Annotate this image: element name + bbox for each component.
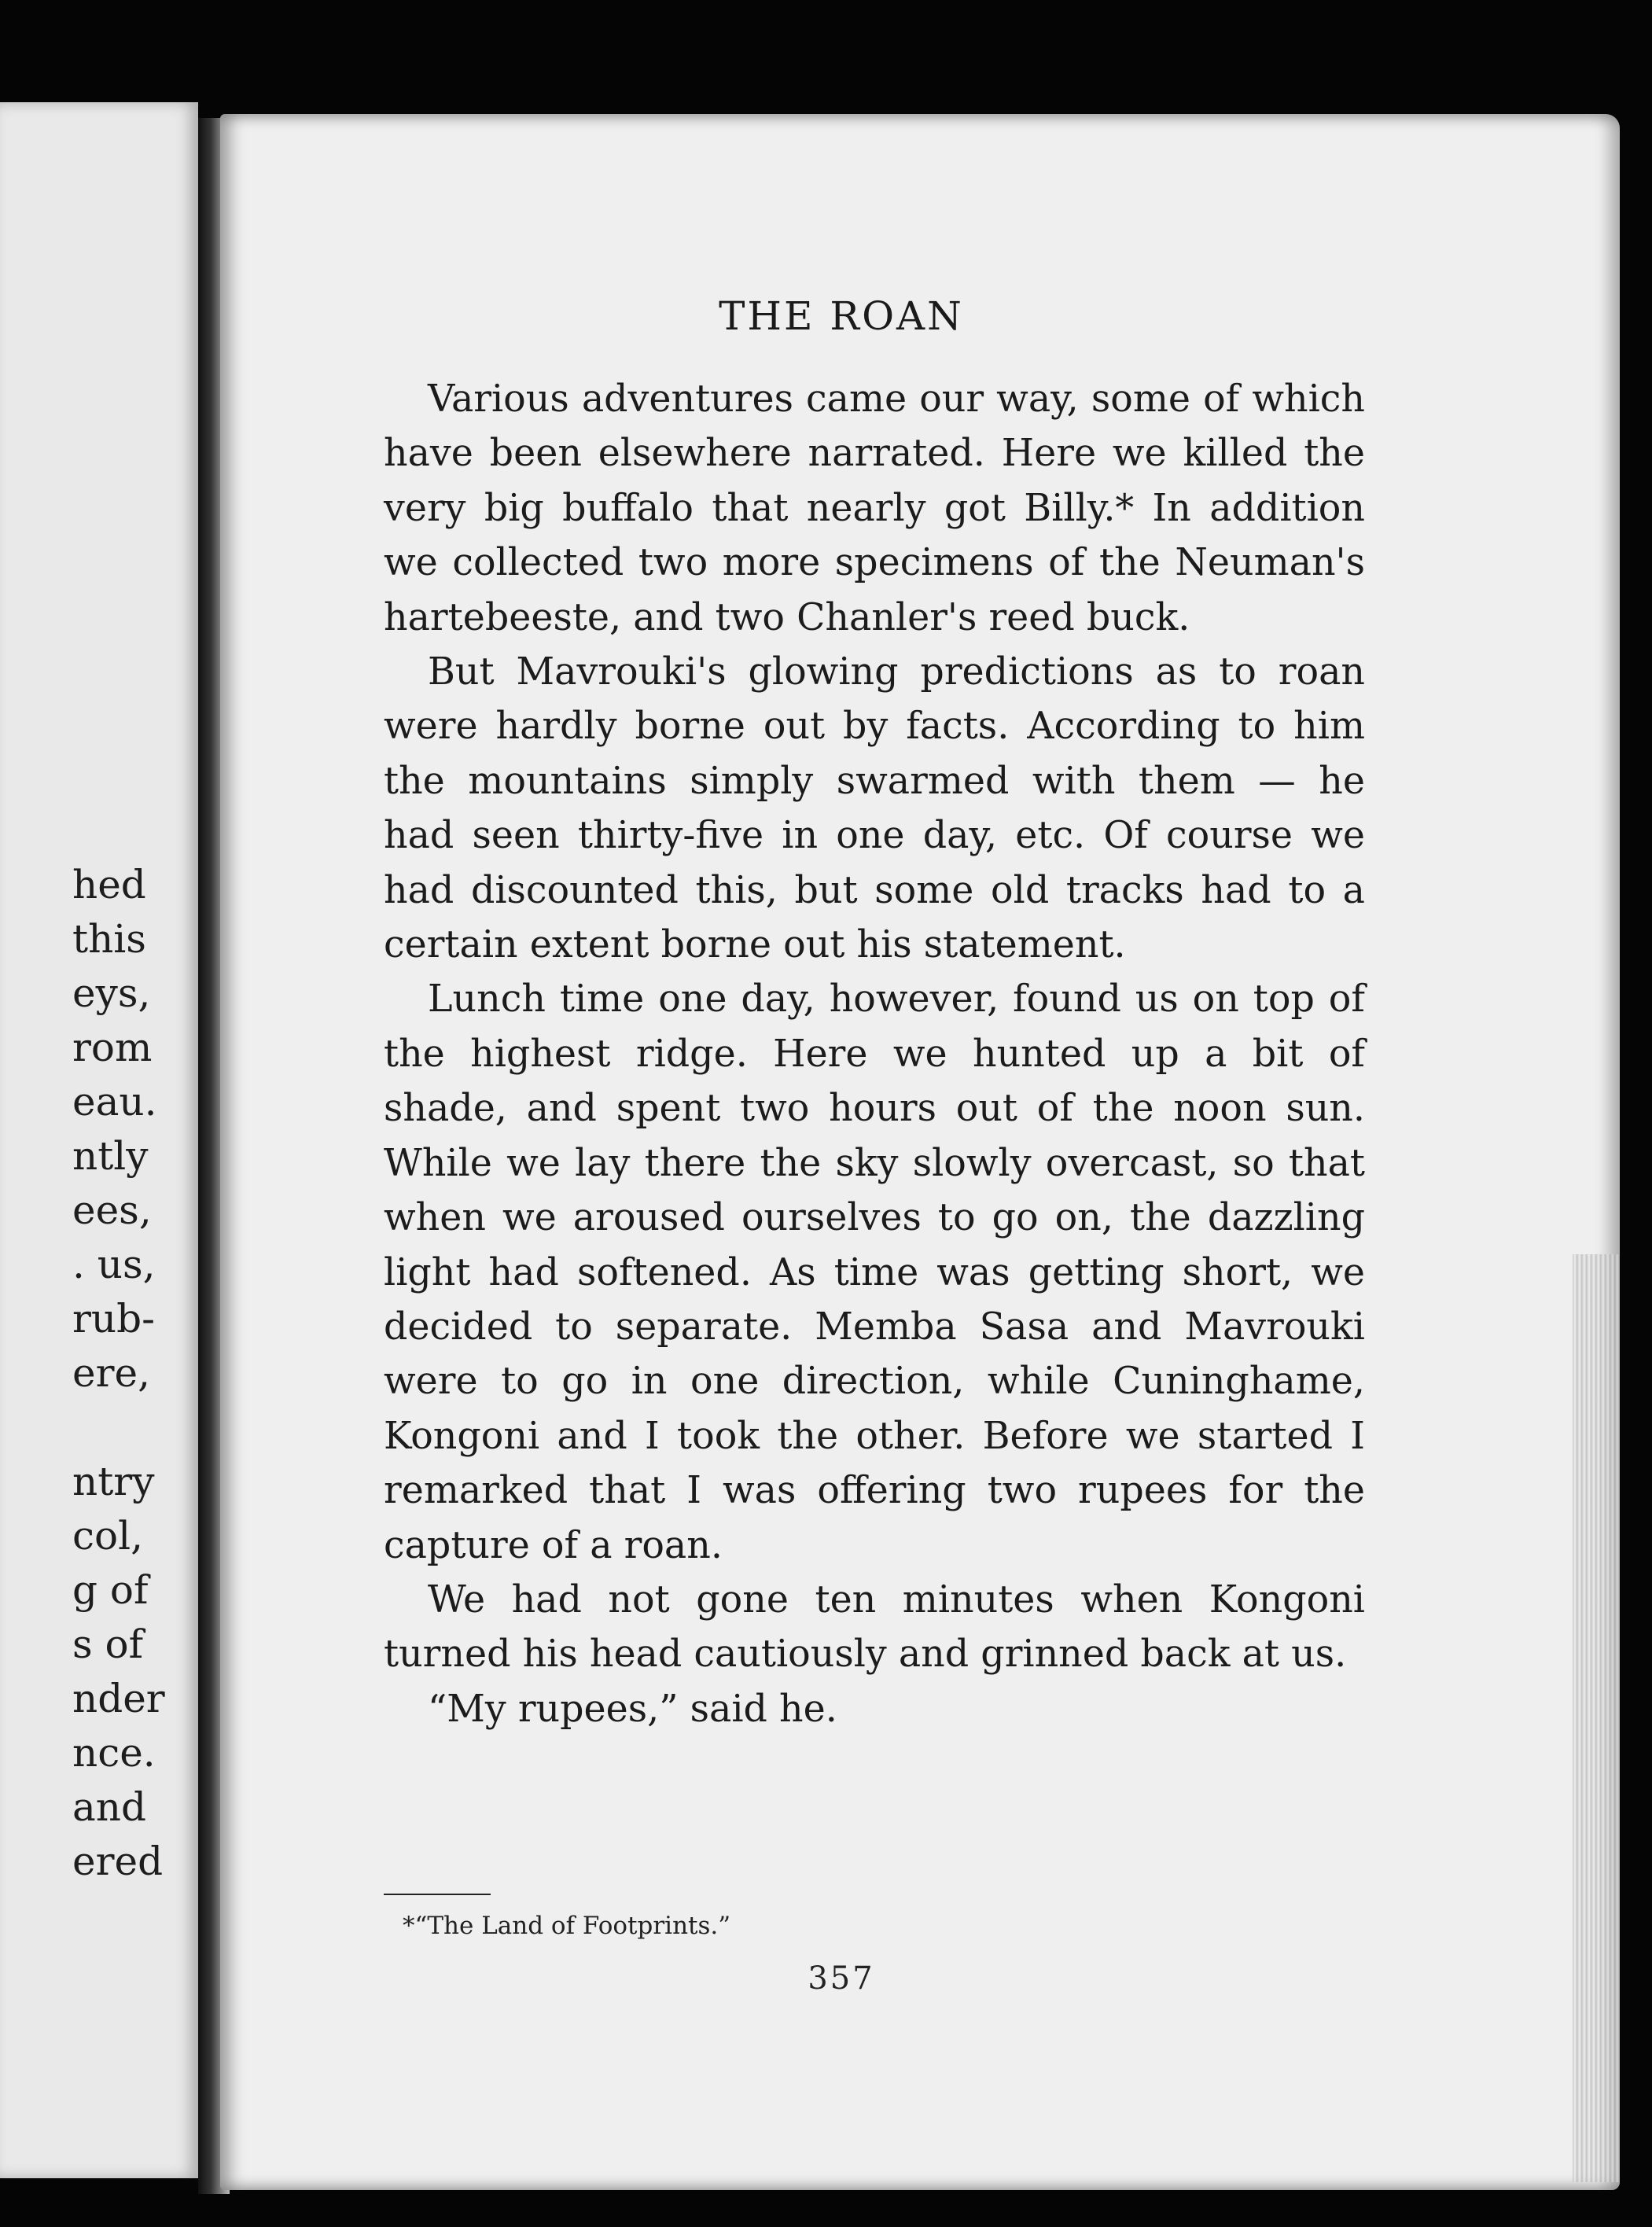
left-line-fragment: eys,: [72, 970, 151, 1016]
paragraph: We had not gone ten minutes when Kongoni turned his head cautiously and grinned back at us.: [384, 1577, 1365, 1677]
left-line-fragment: hed: [72, 862, 146, 907]
footnote-rule: [384, 1894, 491, 1895]
left-line-fragment: ntly: [72, 1133, 149, 1179]
right-page: [220, 114, 1620, 2190]
left-page: [0, 102, 198, 2178]
left-line-fragment: ntry: [72, 1459, 155, 1504]
paragraph: Lunch time one day, however, found us on top of the highest ridge. Here we hunted up a bit of shade, and spent two hours out of the noon sun. While we lay there the sky slowly overcast, so that when we aroused ourselves to go on, the dazzling light had softened. As time was getting short, we decided to separate. Memba Sasa and Mavrouki were to go in one direction, while Cuninghame, Kongoni and I took the other. Before we started I remarked that I was offering two rupees for the capture of a roan.: [384, 977, 1365, 1567]
left-line-fragment: ees,: [72, 1187, 152, 1233]
paragraph: Various adventures came our way, some of which have been elsewhere narrated. Here we killed the very big buffalo that nearly got Billy.* In addition we collected two more specimens of the Neuman's hartebeeste, and two Chanler's reed buck.: [384, 377, 1365, 639]
running-head: THE ROAN: [719, 293, 964, 339]
left-line-fragment: ere,: [72, 1350, 150, 1396]
left-line-fragment: s of: [72, 1621, 144, 1667]
left-line-fragment: nder: [72, 1676, 165, 1721]
body-text: [384, 372, 1365, 1736]
left-line-fragment: . us,: [72, 1242, 156, 1287]
paragraph: “My rupees,” said he.: [428, 1687, 837, 1731]
paragraph: But Mavrouki's glowing predictions as to roan were hardly borne out by facts. According to him the mountains simply swarmed with them — he had seen thirty-five in one day, etc. Of course we had discounted this, but some old tracks had to a certain extent borne out his statement.: [384, 650, 1365, 967]
page-number: 357: [808, 1960, 875, 1997]
page-edge-shadow: [1573, 1254, 1620, 2182]
left-line-fragment: ered: [72, 1839, 164, 1884]
left-line-fragment: rom: [72, 1025, 153, 1070]
footnote: *“The Land of Footprints.”: [403, 1912, 731, 1940]
left-line-fragment: g of: [72, 1567, 149, 1613]
left-line-fragment: this: [72, 916, 146, 962]
left-line-fragment: rub-: [72, 1296, 156, 1342]
left-line-fragment: col,: [72, 1513, 143, 1559]
left-line-fragment: nce.: [72, 1730, 156, 1776]
left-line-fragment: and: [72, 1784, 147, 1830]
left-line-fragment: eau.: [72, 1079, 157, 1125]
